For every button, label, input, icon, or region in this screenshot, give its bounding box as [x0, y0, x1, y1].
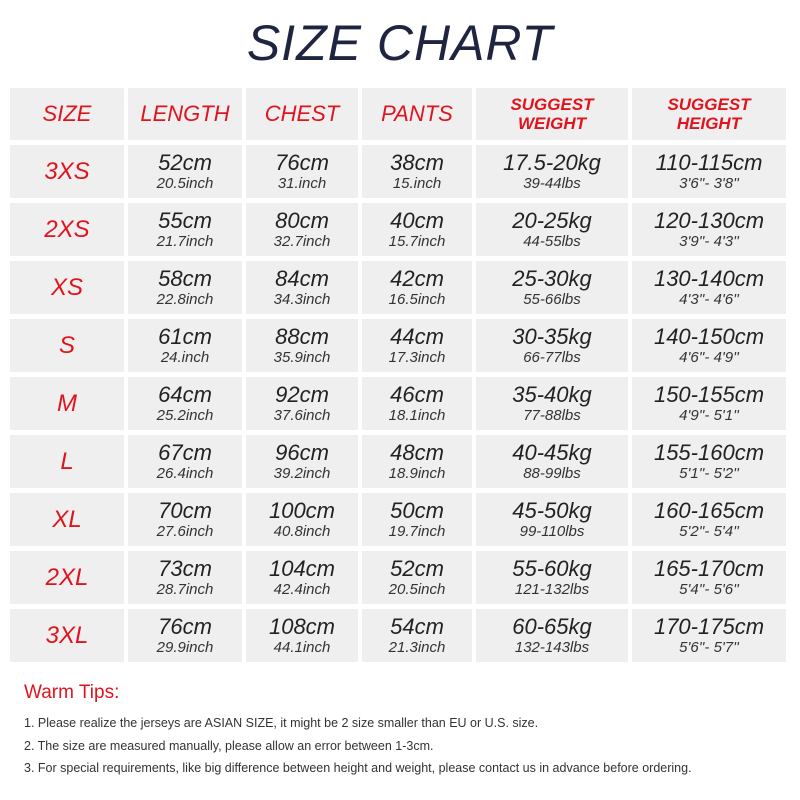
size-label: S	[10, 319, 124, 372]
warm-tips	[24, 682, 794, 780]
height-value-alt: 3'6''- 3'8''	[679, 175, 739, 192]
table-cell-weight	[476, 435, 628, 488]
table-cell-weight	[476, 493, 628, 546]
table-cell-height	[632, 609, 786, 662]
size-label: L	[10, 435, 124, 488]
table-cell-chest	[246, 261, 358, 314]
table-cell-pants	[362, 435, 472, 488]
header-chest: CHEST	[246, 88, 358, 140]
table-cell-chest	[246, 609, 358, 662]
length-value-alt: 27.6inch	[156, 523, 214, 540]
table-cell-chest	[246, 377, 358, 430]
table-cell-pants	[362, 203, 472, 256]
length-value-alt: 26.4inch	[156, 465, 214, 482]
table-cell-height	[632, 493, 786, 546]
pants-value-alt: 17.3inch	[388, 349, 446, 366]
weight-value-alt: 132-143lbs	[514, 639, 590, 656]
weight-value: 45-50kg	[512, 498, 592, 523]
table-cell-height	[632, 203, 786, 256]
size-label: 2XL	[10, 551, 124, 604]
chest-value: 100cm	[268, 498, 336, 523]
length-value-alt: 22.8inch	[156, 291, 214, 308]
tip-item: 3. For special requirements, like big difference between height and weight, please contact us in advance before ordering.	[24, 761, 692, 775]
height-value-alt: 4'3''- 4'6''	[679, 291, 739, 308]
tips-title: Warm Tips:	[24, 682, 120, 703]
pants-value: 40cm	[390, 208, 444, 233]
chest-value-alt: 34.3inch	[273, 291, 331, 308]
table-cell-pants	[362, 609, 472, 662]
pants-value-alt: 19.7inch	[388, 523, 446, 540]
table-cell-length	[128, 493, 242, 546]
pants-value-alt: 15.7inch	[388, 233, 446, 250]
header-length: LENGTH	[128, 88, 242, 140]
chest-value: 80cm	[275, 208, 329, 233]
weight-value: 40-45kg	[512, 440, 592, 465]
table-cell-weight	[476, 609, 628, 662]
length-value: 67cm	[158, 440, 212, 465]
length-value-alt: 29.9inch	[156, 639, 214, 656]
chest-value-alt: 42.4inch	[273, 581, 331, 598]
length-value-alt: 20.5inch	[156, 175, 214, 192]
height-value-alt: 5'1''- 5'2''	[679, 465, 739, 482]
table-cell-weight	[476, 319, 628, 372]
length-value-alt: 28.7inch	[156, 581, 214, 598]
chest-value: 84cm	[275, 266, 329, 291]
weight-value: 55-60kg	[512, 556, 592, 581]
table-cell-height	[632, 261, 786, 314]
table-cell-weight	[476, 145, 628, 198]
height-value: 140-150cm	[653, 324, 765, 349]
table-cell-length	[128, 377, 242, 430]
height-value-alt: 3'9''- 4'3''	[679, 233, 739, 250]
table-cell-length	[128, 609, 242, 662]
height-value-alt: 4'6''- 4'9''	[679, 349, 739, 366]
pants-value-alt: 20.5inch	[388, 581, 446, 598]
chest-value: 88cm	[275, 324, 329, 349]
weight-value: 60-65kg	[512, 614, 592, 639]
table-cell-weight	[476, 377, 628, 430]
table-cell-pants	[362, 377, 472, 430]
pants-value: 50cm	[390, 498, 444, 523]
weight-value-alt: 39-44lbs	[523, 175, 581, 192]
size-label: XS	[10, 261, 124, 314]
chest-value-alt: 37.6inch	[273, 407, 331, 424]
pants-value-alt: 18.1inch	[388, 407, 446, 424]
table-cell-length	[128, 319, 242, 372]
weight-value: 20-25kg	[512, 208, 592, 233]
pants-value: 42cm	[390, 266, 444, 291]
weight-value-alt: 121-132lbs	[514, 581, 590, 598]
chest-value: 92cm	[275, 382, 329, 407]
chest-value-alt: 32.7inch	[273, 233, 331, 250]
height-value: 120-130cm	[653, 208, 765, 233]
size-label: XL	[10, 493, 124, 546]
table-cell-weight	[476, 203, 628, 256]
height-value: 160-165cm	[653, 498, 765, 523]
weight-value: 17.5-20kg	[503, 150, 601, 175]
table-cell-pants	[362, 551, 472, 604]
length-value: 64cm	[158, 382, 212, 407]
length-value: 58cm	[158, 266, 212, 291]
height-value: 155-160cm	[653, 440, 765, 465]
size-label: 2XS	[10, 203, 124, 256]
size-table	[10, 88, 790, 662]
height-value-alt: 5'4''- 5'6''	[679, 581, 739, 598]
chest-value: 96cm	[275, 440, 329, 465]
header-size: SIZE	[10, 88, 124, 140]
size-label: 3XS	[10, 145, 124, 198]
table-cell-weight	[476, 551, 628, 604]
table-cell-length	[128, 435, 242, 488]
table-cell-chest	[246, 319, 358, 372]
length-value-alt: 21.7inch	[156, 233, 214, 250]
pants-value: 44cm	[390, 324, 444, 349]
weight-value: 30-35kg	[512, 324, 592, 349]
chest-value: 76cm	[275, 150, 329, 175]
height-value: 130-140cm	[653, 266, 765, 291]
table-cell-weight	[476, 261, 628, 314]
chest-value-alt: 40.8inch	[273, 523, 331, 540]
length-value: 61cm	[158, 324, 212, 349]
table-cell-length	[128, 203, 242, 256]
weight-value: 35-40kg	[512, 382, 592, 407]
chest-value-alt: 44.1inch	[273, 639, 331, 656]
height-value: 110-115cm	[655, 150, 763, 175]
chest-value-alt: 35.9inch	[273, 349, 331, 366]
weight-value-alt: 88-99lbs	[523, 465, 581, 482]
weight-value-alt: 44-55lbs	[523, 233, 581, 250]
table-cell-chest	[246, 493, 358, 546]
table-cell-height	[632, 551, 786, 604]
length-value: 76cm	[158, 614, 212, 639]
tip-item: 1. Please realize the jerseys are ASIAN SIZE, it might be 2 size smaller than EU or U.S. size.	[24, 716, 539, 730]
height-value: 150-155cm	[653, 382, 765, 407]
pants-value: 54cm	[390, 614, 444, 639]
tip-item: 2. The size are measured manually, please allow an error between 1-3cm.	[24, 738, 434, 753]
length-value: 55cm	[158, 208, 212, 233]
pants-value-alt: 18.9inch	[388, 465, 446, 482]
pants-value: 38cm	[390, 150, 444, 175]
table-cell-height	[632, 435, 786, 488]
table-cell-chest	[246, 435, 358, 488]
length-value-alt: 25.2inch	[156, 407, 214, 424]
page-title: SIZE CHART	[246, 15, 554, 71]
size-label: 3XL	[10, 609, 124, 662]
weight-value-alt: 99-110lbs	[519, 523, 585, 540]
table-cell-length	[128, 261, 242, 314]
table-cell-chest	[246, 203, 358, 256]
height-value-alt: 5'2''- 5'4''	[679, 523, 739, 540]
pants-value: 46cm	[390, 382, 444, 407]
height-value-alt: 5'6''- 5'7''	[679, 639, 739, 656]
header-pants: PANTS	[362, 88, 472, 140]
table-cell-pants	[362, 319, 472, 372]
table-cell-length	[128, 145, 242, 198]
header-suggest-height	[632, 88, 786, 140]
chest-value-alt: 39.2inch	[273, 465, 331, 482]
pants-value-alt: 21.3inch	[388, 639, 446, 656]
table-cell-chest	[246, 551, 358, 604]
table-cell-height	[632, 145, 786, 198]
table-cell-pants	[362, 261, 472, 314]
header-suggest-weight-label: SUGGEST WEIGHT	[510, 95, 594, 133]
pants-value-alt: 15.inch	[392, 175, 442, 192]
table-cell-height	[632, 377, 786, 430]
weight-value-alt: 66-77lbs	[523, 349, 581, 366]
length-value: 70cm	[158, 498, 212, 523]
chest-value-alt: 31.inch	[277, 175, 327, 192]
header-suggest-weight	[476, 88, 628, 140]
height-value: 165-170cm	[653, 556, 765, 581]
header-suggest-height-label: SUGGEST HEIGHT	[667, 95, 751, 133]
table-cell-length	[128, 551, 242, 604]
height-value-alt: 4'9''- 5'1''	[679, 407, 739, 424]
weight-value-alt: 55-66lbs	[523, 291, 581, 308]
chest-value: 104cm	[268, 556, 336, 581]
table-cell-pants	[362, 145, 472, 198]
chest-value: 108cm	[268, 614, 336, 639]
table-cell-height	[632, 319, 786, 372]
length-value: 73cm	[158, 556, 212, 581]
length-value: 52cm	[158, 150, 212, 175]
pants-value: 48cm	[390, 440, 444, 465]
table-cell-chest	[246, 145, 358, 198]
size-label: M	[10, 377, 124, 430]
length-value-alt: 24.inch	[160, 349, 210, 366]
pants-value-alt: 16.5inch	[388, 291, 446, 308]
table-cell-pants	[362, 493, 472, 546]
pants-value: 52cm	[390, 556, 444, 581]
weight-value: 25-30kg	[512, 266, 592, 291]
height-value: 170-175cm	[653, 614, 765, 639]
weight-value-alt: 77-88lbs	[523, 407, 581, 424]
